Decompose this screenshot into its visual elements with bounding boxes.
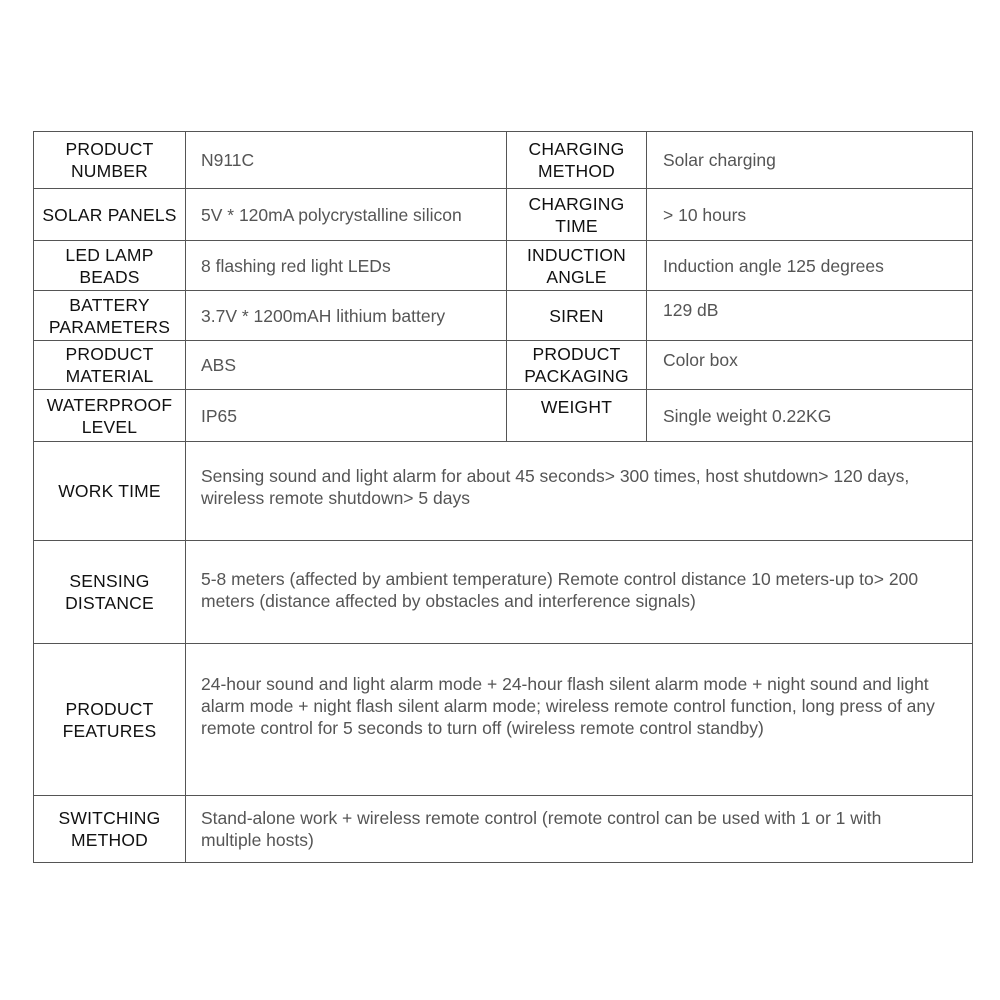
spec-row-wide [34, 796, 973, 863]
spec-label: PRODUCT FEATURES [34, 644, 186, 796]
spec-label: CHARGING TIME [507, 189, 647, 241]
spec-value: IP65 [186, 390, 507, 442]
spec-value: N911C [186, 132, 507, 189]
spec-value: 5V * 120mA polycrystalline silicon [186, 189, 507, 241]
spec-label: PRODUCT PACKAGING [507, 341, 647, 390]
spec-value: Sensing sound and light alarm for about 45 seconds> 300 times, host shutdown> 120 days, wireless remote shutdown> 5 days [186, 442, 973, 541]
spec-value: Stand-alone work + wireless remote control (remote control can be used with 1 or 1 with multiple hosts) [186, 796, 973, 863]
spec-row [34, 241, 973, 291]
spec-label: CHARGING METHOD [507, 132, 647, 189]
spec-label: PRODUCT MATERIAL [34, 341, 186, 390]
spec-value: 5-8 meters (affected by ambient temperature) Remote control distance 10 meters-up to> 200 meters (distance affected by obstacles and interference signals) [186, 541, 973, 644]
spec-row [34, 390, 973, 442]
spec-label: SENSING DISTANCE [34, 541, 186, 644]
spec-label: PRODUCT NUMBER [34, 132, 186, 189]
spec-value: 8 flashing red light LEDs [186, 241, 507, 291]
spec-row-wide [34, 442, 973, 541]
spec-label: WORK TIME [34, 442, 186, 541]
spec-table [33, 131, 973, 863]
spec-label: SOLAR PANELS [34, 189, 186, 241]
spec-value: > 10 hours [647, 189, 973, 241]
spec-row [34, 341, 973, 390]
spec-row [34, 132, 973, 189]
spec-row [34, 189, 973, 241]
spec-value: Single weight 0.22KG [647, 390, 973, 442]
spec-value: Induction angle 125 degrees [647, 241, 973, 291]
spec-value: 24-hour sound and light alarm mode + 24-hour flash silent alarm mode + night sound and light alarm mode + night flash silent alarm mode; wireless remote control function, long press of any remote control for 5 seconds to turn off (wireless remote control standby) [186, 644, 973, 796]
spec-label: BATTERY PARAMETERS [34, 291, 186, 341]
spec-value: Color box [647, 341, 973, 390]
spec-row [34, 291, 973, 341]
spec-label: WEIGHT [507, 390, 647, 442]
spec-label: SWITCHING METHOD [34, 796, 186, 863]
spec-value: 129 dB [647, 291, 973, 341]
spec-value: 3.7V * 1200mAH lithium battery [186, 291, 507, 341]
spec-value: Solar charging [647, 132, 973, 189]
spec-label: SIREN [507, 291, 647, 341]
spec-value: ABS [186, 341, 507, 390]
spec-row-wide [34, 541, 973, 644]
spec-row-wide [34, 644, 973, 796]
spec-label: INDUCTION ANGLE [507, 241, 647, 291]
spec-label: LED LAMP BEADS [34, 241, 186, 291]
spec-label: WATERPROOF LEVEL [34, 390, 186, 442]
